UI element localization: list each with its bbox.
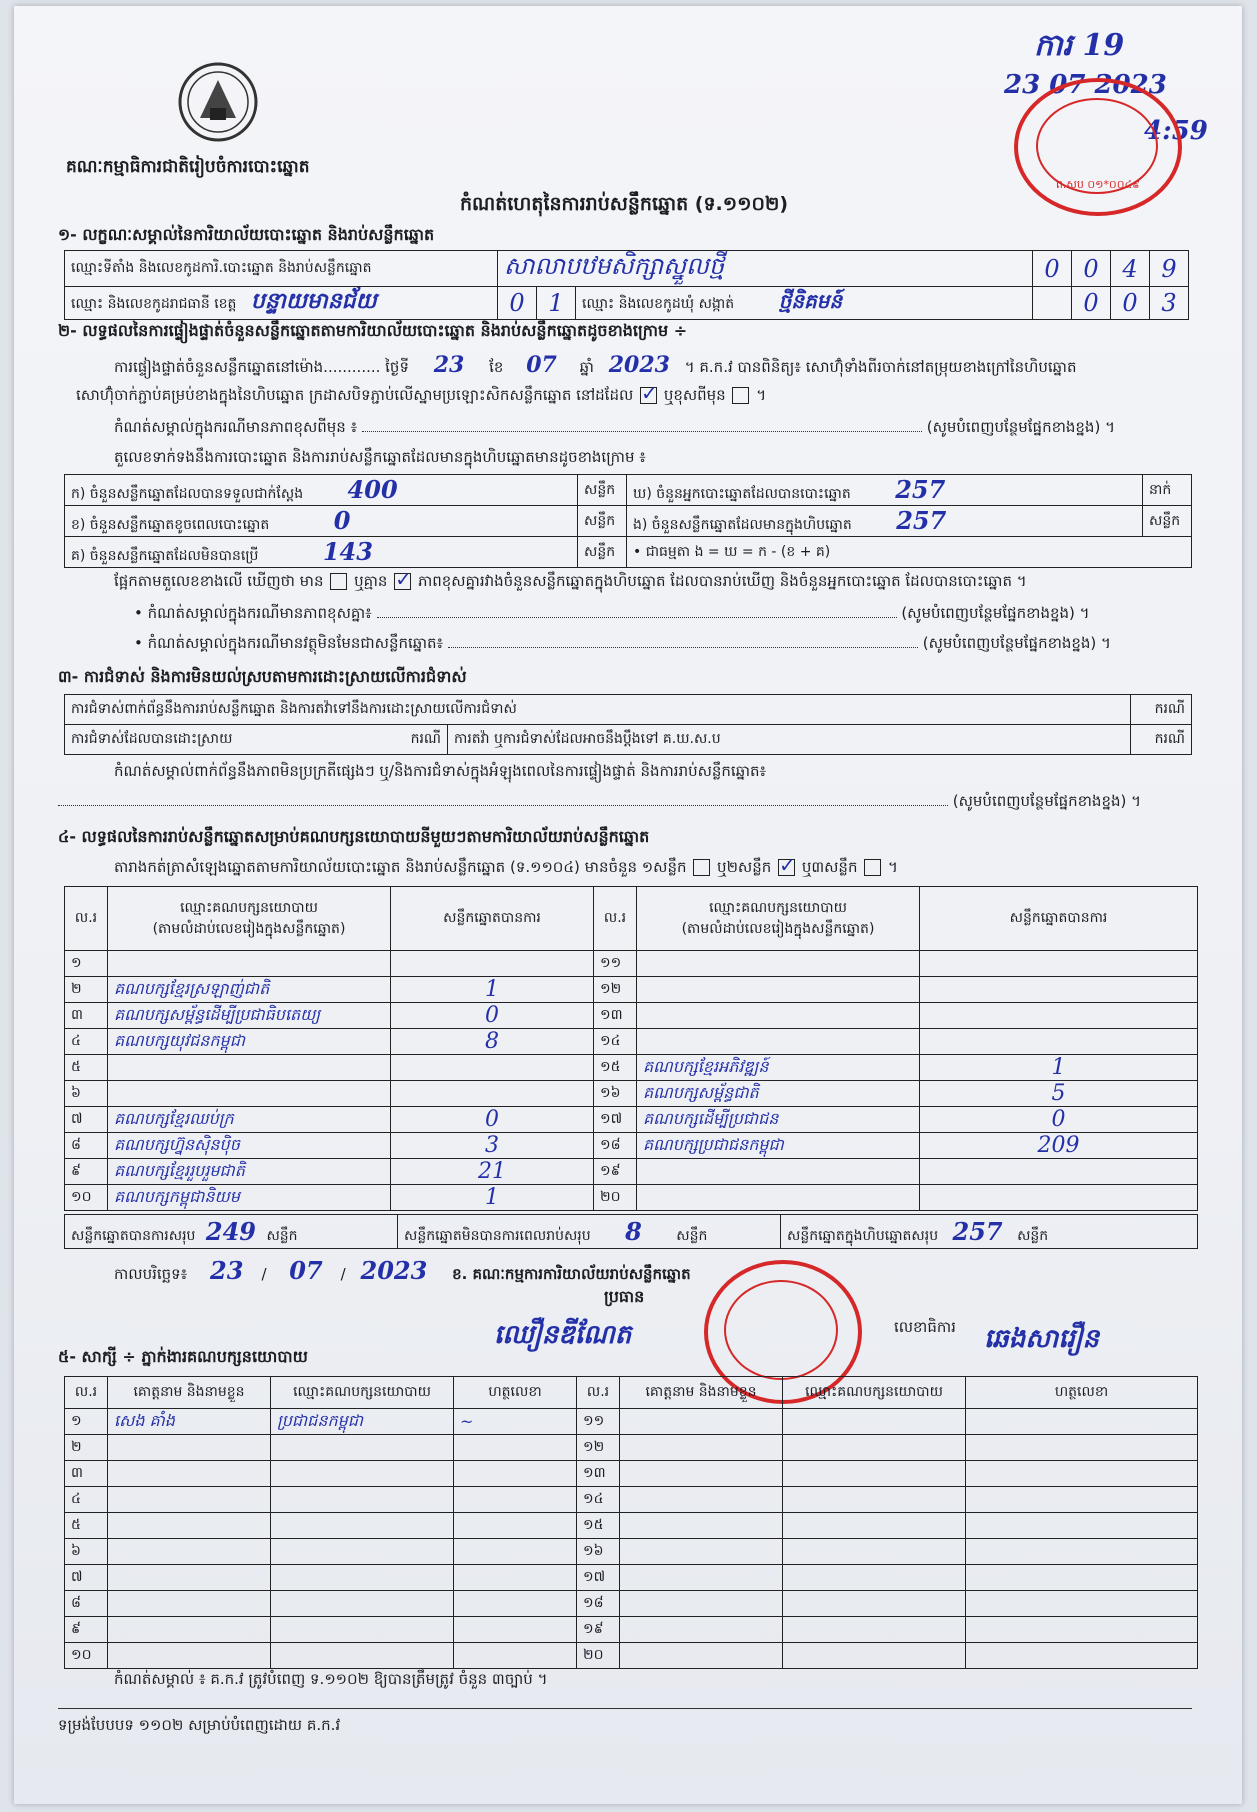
witness-no: ១៨ — [577, 1591, 620, 1617]
party-name: គណបក្សយុវជនកម្ពុជា — [108, 1029, 391, 1055]
party-name — [637, 1029, 920, 1055]
bullet-foreign-object-note: • កំណត់សម្គាល់ក្នុងករណីមានវត្ថុមិនមែនជាសន្លឹកឆ្នោត៖ (សូមបំពេញបន្ថែមផ្នែកខាងខ្នង) ។ — [134, 634, 1111, 652]
irregularity-note: កំណត់សម្គាល់ពាក់ព័ន្ធនឹងភាពមិនប្រក្រតីផ្សេងៗ ឬ/និងការជំទាស់ក្នុងអំឡុងពេលនៃការផ្ទៀងផ្ទាត់ និងការរាប់សន្លឹកឆ្នោត៖ — [114, 762, 767, 780]
results-totals: សន្លឹកឆ្នោតបានការសរុប 249 សន្លឹក សន្លឹកឆ្នោតមិនបានការពេលរាប់សរុប 8 សន្លឹក សន្លឹកឆ្នោតក្នុងហិបឆ្នោតសរុប 257 សន្លឹក — [64, 1214, 1198, 1249]
result-no: ៣ — [65, 1003, 108, 1029]
witness-signature — [966, 1617, 1198, 1643]
section4-heading: ៤- លទ្ធផលនៃការរាប់សន្លឹកឆ្នោតសម្រាប់គណបក្សនយោបាយនីមួយៗតាមការិយាល័យរាប់សន្លឹកឆ្នោត — [58, 827, 650, 846]
objection-table: ការជំទាស់ពាក់ព័ន្ធនឹងការរាប់សន្លឹកឆ្នោត និងការតវ៉ាទៅនឹងការដោះស្រាយលើការជំទាស់ ករណី ការជំទាស់ដែលបានដោះស្រាយ ករណី ការតវ៉ា ឬការជំទាស់ដែលអាចនឹងប្តឹងទៅ គ.ឃ.ស.ប ករណី — [64, 694, 1192, 755]
one-sheet-checkbox[interactable] — [693, 859, 710, 876]
party-name: គណបក្សប្រជាជនកម្ពុជា — [637, 1133, 920, 1159]
witness-signature — [966, 1565, 1198, 1591]
party-votes — [920, 951, 1198, 977]
witness-no: ២០ — [577, 1643, 620, 1669]
footnote: កំណត់សម្គាល់ ៖ គ.ក.វ ត្រូវបំពេញ ទ.១១០២ ឱ្យបានត្រឹមត្រូវ ចំនួន ៣ច្បាប់ ។ — [114, 1670, 548, 1688]
witness-name — [108, 1591, 271, 1617]
result-no: ៦ — [65, 1081, 108, 1107]
party-votes: 1 — [391, 977, 594, 1003]
witness-party — [271, 1539, 454, 1565]
objection-appeal-label: ការតវ៉ា ឬការជំទាស់ដែលអាចនឹងប្តឹងទៅ គ.ឃ.ស.ប — [448, 725, 1131, 755]
witness-signature: ~ — [454, 1409, 577, 1435]
party-name: គណបក្សកម្ពុជានិយម — [108, 1185, 391, 1211]
section1-table — [64, 250, 1189, 320]
witness-signature — [966, 1643, 1198, 1669]
no-difference-checkbox[interactable] — [394, 573, 411, 590]
nec-emblem-icon — [166, 60, 270, 144]
witness-no: ១២ — [577, 1435, 620, 1461]
objection-row-1: ការជំទាស់ពាក់ព័ន្ធនឹងការរាប់សន្លឹកឆ្នោត និងការតវ៉ាទៅនឹងការដោះស្រាយលើការជំទាស់ — [65, 695, 1131, 725]
party-name — [108, 1055, 391, 1081]
witness-party — [783, 1617, 966, 1643]
total-box-value: 257 — [952, 1216, 1003, 1246]
witness-no: ១៥ — [577, 1513, 620, 1539]
section5-heading: ៥- សាក្សី ÷ ភ្នាក់ងារគណបក្សនយោបាយ — [58, 1347, 308, 1366]
witness-no: ១៧ — [577, 1565, 620, 1591]
party-votes: 3 — [391, 1133, 594, 1159]
irregularity-note-line: (សូមបំពេញបន្ថែមផ្នែកខាងខ្នង) ។ — [58, 792, 1192, 814]
location-code-3: 4 — [1111, 251, 1150, 287]
witness-no: ១១ — [577, 1409, 620, 1435]
witness-party — [271, 1643, 454, 1669]
ballot-count-table: ក) ចំនួនសន្លឹកឆ្នោតដែលបានទទួលជាក់ស្តែង 400 សន្លឹក ឃ) ចំនួនអ្នកបោះឆ្នោតដែលបានបោះឆ្នោត 257 នាក់ ខ) ចំនួនសន្លឹកឆ្នោតខូចពេលបោះឆ្នោត 0 សន្លឹក ង) ចំនួនសន្លឹកឆ្នោតដែលមានក្នុងហិបឆ្នោត 257 សន្លឹក គ) ចំនួនសន្លឹកឆ្នោតដែលមិនបានប្រើ 143 សន្លឹក • ជាធម្មតា ង = ឃ = ក - (ខ + គ) — [64, 474, 1192, 568]
party-votes: 5 — [920, 1081, 1198, 1107]
witness-party — [271, 1487, 454, 1513]
witness-row — [65, 1643, 1198, 1669]
results-row — [65, 1159, 1198, 1185]
result-no: ១០ — [65, 1185, 108, 1211]
witness-name — [108, 1435, 271, 1461]
result-no: ៩ — [65, 1159, 108, 1185]
witness-name — [108, 1617, 271, 1643]
party-votes: 8 — [391, 1029, 594, 1055]
ballots-in-box-label: ង) ចំនួនសន្លឹកឆ្នោតដែលមានក្នុងហិបឆ្នោត — [633, 517, 852, 533]
voters-voted-value: 257 — [895, 475, 946, 504]
party-name: គណបក្សខ្មែរស្រឡាញ់ជាតិ — [108, 977, 391, 1003]
handwritten-note: ការ 19 — [1034, 28, 1125, 63]
party-name: គណបក្សខ្មែរឈប់ក្រ — [108, 1107, 391, 1133]
witness-no: ៩ — [65, 1617, 108, 1643]
witness-party — [783, 1643, 966, 1669]
witness-party — [783, 1435, 966, 1461]
section1-heading: ១- លក្ខណៈសម្គាល់នៃការិយាល័យបោះឆ្នោត និងរាប់សន្លឹកឆ្នោត — [58, 225, 435, 244]
sign-day: 23 — [210, 1256, 244, 1285]
witness-no: ១៩ — [577, 1617, 620, 1643]
witness-party — [783, 1409, 966, 1435]
party-votes: 21 — [391, 1159, 594, 1185]
witness-name — [108, 1461, 271, 1487]
witness-party — [783, 1565, 966, 1591]
spoiled-ballots-label: ខ) ចំនួនសន្លឹកឆ្នោតខូចពេលបោះឆ្នោត — [71, 517, 270, 533]
witness-party — [783, 1513, 966, 1539]
witness-signature — [454, 1617, 577, 1643]
result-no: ១១ — [594, 951, 637, 977]
form-title: កំណត់ហេតុនៃការរាប់សន្លឹកឆ្នោត (ទ.១១០២) — [459, 193, 789, 215]
commune-code-1: 0 — [1072, 287, 1111, 320]
official-stamp-top: ព.សប ០១*០០៤៩ — [1014, 78, 1182, 216]
witness-row — [65, 1539, 1198, 1565]
witness-no: ៨ — [65, 1591, 108, 1617]
ballots-in-box-value: 257 — [896, 506, 947, 535]
result-no: ១២ — [594, 977, 637, 1003]
verify-year: 2023 — [608, 352, 670, 378]
results-row — [65, 1133, 1198, 1159]
verification-line-1: ការផ្ទៀងផ្ទាត់ចំនួនសន្លឹកឆ្នោតនៅម៉ោង............ ថ្ងៃទី 23 ខែ 07 ឆ្នាំ 2023 ។ គ.ក.វ បានពិនិត្យ៖ សោហ៊ុំទាំងពីរចាក់នៅតម្រុយខាងក្រៅនៃហិបឆ្នោត — [114, 352, 1077, 378]
witness-no: ១៣ — [577, 1461, 620, 1487]
party-name — [637, 951, 920, 977]
location-name: សាលាបឋមសិក្សាស្នួលថ្មី — [498, 251, 1033, 287]
party-votes — [391, 951, 594, 977]
witness-name — [620, 1409, 783, 1435]
witness-row — [65, 1617, 1198, 1643]
party-votes — [920, 1029, 1198, 1055]
witness-signature — [454, 1487, 577, 1513]
secretary-label: លេខាធិការ — [894, 1318, 956, 1336]
location-code-1: 0 — [1033, 251, 1072, 287]
form-page — [14, 6, 1242, 1804]
result-no: ៥ — [65, 1055, 108, 1081]
commune-label: ឈ្មោះ និងលេខកូដឃុំ សង្កាត់ — [582, 296, 735, 312]
witness-row — [65, 1487, 1198, 1513]
ballots-received-label: ក) ចំនួនសន្លឹកឆ្នោតដែលបានទទួលជាក់ស្តែង — [71, 486, 304, 502]
results-row — [65, 977, 1198, 1003]
witness-name — [108, 1513, 271, 1539]
witness-row — [65, 1513, 1198, 1539]
witness-party — [271, 1565, 454, 1591]
unused-ballots-label: គ) ចំនួនសន្លឹកឆ្នោតដែលមិនបានប្រើ — [71, 548, 259, 564]
result-no: ១៨ — [594, 1133, 637, 1159]
sign-month: 07 — [289, 1256, 323, 1285]
party-votes: 209 — [920, 1133, 1198, 1159]
witness-signature — [454, 1435, 577, 1461]
party-name: គណបក្សហ្វ៊ុនស៊ិនប៉ិច — [108, 1133, 391, 1159]
party-votes — [391, 1081, 594, 1107]
witness-signature — [454, 1539, 577, 1565]
tally-sheet-count: តារាងកត់ត្រាសំឡេងឆ្នោតតាមការិយាល័យបោះឆ្នោត និងរាប់សន្លឹកឆ្នោត (ទ.១១០៤) មានចំនួន ១សន្លឹក ឬ២សន្លឹក ✓ ឬ៣សន្លឹក ។ — [114, 858, 898, 880]
commune-name: ថ្មីនិគមន៍ — [778, 289, 843, 313]
witness-row — [65, 1461, 1198, 1487]
witness-no: ១៤ — [577, 1487, 620, 1513]
witness-row — [65, 1565, 1198, 1591]
result-no: ១៥ — [594, 1055, 637, 1081]
witness-no: ៣ — [65, 1461, 108, 1487]
witness-signature — [966, 1461, 1198, 1487]
witness-no: ៤ — [65, 1487, 108, 1513]
party-votes: 0 — [920, 1107, 1198, 1133]
commune-code-2: 0 — [1111, 287, 1150, 320]
party-name — [108, 1081, 391, 1107]
result-no: ១៦ — [594, 1081, 637, 1107]
witness-signature — [966, 1539, 1198, 1565]
witness-party — [783, 1461, 966, 1487]
witness-party — [271, 1617, 454, 1643]
results-row — [65, 951, 1198, 977]
witness-party: ប្រជាជនកម្ពុជា — [271, 1409, 454, 1435]
witness-party — [271, 1513, 454, 1539]
chair-label: ប្រធាន — [604, 1287, 645, 1306]
witness-name — [620, 1643, 783, 1669]
witness-no: ៥ — [65, 1513, 108, 1539]
org-name: គណៈកម្មាធិការជាតិរៀបចំការបោះឆ្នោត — [66, 157, 310, 177]
witness-name — [620, 1591, 783, 1617]
difference-note-line: កំណត់សម្គាល់ក្នុងករណីមានភាពខុសពីមុន ៖ (សូមបំពេញបន្ថែមផ្នែកខាងខ្នង) ។ — [114, 418, 1115, 436]
commune-code-3: 3 — [1150, 287, 1189, 320]
witness-signature — [966, 1487, 1198, 1513]
party-name: គណបក្សខ្មែរអភិវឌ្ឍន៍ — [637, 1055, 920, 1081]
unused-ballots-value: 143 — [322, 537, 373, 566]
two-sheet-checkbox[interactable] — [778, 859, 795, 876]
witness-party — [271, 1435, 454, 1461]
province-name: បន្ទាយមានជ័យ — [250, 288, 377, 314]
signing-date: កាលបរិច្ឆេទ៖ 23 / 07 / 2023 ខ. គណៈកម្មការការិយាល័យរាប់សន្លឹកឆ្នោត — [114, 1256, 691, 1285]
result-no: ៧ — [65, 1107, 108, 1133]
witness-signature — [454, 1565, 577, 1591]
witness-name — [620, 1513, 783, 1539]
result-no: ១៩ — [594, 1159, 637, 1185]
party-name: គណបក្សខ្មែររួបរួមជាតិ — [108, 1159, 391, 1185]
different-checkbox[interactable] — [732, 387, 749, 404]
party-votes: 0 — [391, 1107, 594, 1133]
witness-signature — [966, 1513, 1198, 1539]
section2-heading: ២- លទ្ធផលនៃការផ្ទៀងផ្ទាត់ចំនួនសន្លឹកឆ្នោតតាមការិយាល័យបោះឆ្នោត និងរាប់សន្លឹកឆ្នោតដូចខាងក្រោម ÷ — [58, 321, 688, 340]
party-results-table: ល.រ ឈ្មោះគណបក្សនយោបាយ (តាមលំដាប់លេខរៀងក្នុងសន្លឹកឆ្នោត) សន្លឹកឆ្នោតបានការ ល.រ ឈ្មោះគណបក្សនយោបាយ (តាមលំដាប់លេខរៀងក្នុងសន្លឹកឆ្នោត) សន្លឹកឆ្នោតបានការ ១ ១១ ២ គណបក្សខ្មែរស្រឡាញ់ជាតិ 1 ១២ ៣ គណបក្សសម្ព័ន្ធដើម្បីប្រជាធិបតេយ្យ 0 ១៣ ៤ គណបក្សយុវជនកម្ពុជា 8 ១៤ ៥ ១៥ គណបក្សខ្មែរអភិវឌ្ឍន៍ 1 ៦ ១៦ គណបក្សសម្ព័ន្ធជាតិ 5 ៧ គណបក្សខ្មែរឈប់ក្រ 0 ១៧ គណបក្សដើម្បីប្រជាជន 0 ៨ គណបក្សហ្វ៊ុនស៊ិនប៉ិច 3 ១៨ គណបក្សប្រជាជនកម្ពុជា 209 ៩ គណបក្សខ្មែររួបរួមជាតិ 21 ១៩ ១០ គណបក្សកម្ពុជានិយម 1 ២០ — [64, 886, 1198, 1211]
result-no: ៨ — [65, 1133, 108, 1159]
witness-name — [108, 1643, 271, 1669]
witness-name — [108, 1539, 271, 1565]
handwritten-time-top: 4:59 — [1144, 116, 1208, 146]
witness-no: ២ — [65, 1435, 108, 1461]
results-row — [65, 1055, 1198, 1081]
party-name: គណបក្សសម្ព័ន្ធដើម្បីប្រជាធិបតេយ្យ — [108, 1003, 391, 1029]
results-row — [65, 1029, 1198, 1055]
witness-signature — [966, 1409, 1198, 1435]
location-label: ឈ្មោះទីតាំង និងលេខកូដការិ.បោះឆ្នោត និងរាប់សន្លឹកឆ្នោត — [65, 251, 498, 287]
party-name — [108, 951, 391, 977]
witness-signature — [966, 1435, 1198, 1461]
results-row — [65, 1003, 1198, 1029]
location-code-2: 0 — [1072, 251, 1111, 287]
difference-statement: ផ្អែកតាមតួលេខខាងលើ ឃើញថា មាន ឬគ្មាន ✓ ភាពខុសគ្នារវាងចំនួនសន្លឹកឆ្នោតក្នុងហិបឆ្នោត ដែលបានរាប់ឃើញ និងចំនួនអ្នកបោះឆ្នោត ដែលបានបោះឆ្នោត ។ — [114, 572, 1027, 594]
party-votes — [920, 1003, 1198, 1029]
results-row — [65, 1081, 1198, 1107]
voters-voted-label: ឃ) ចំនួនអ្នកបោះឆ្នោតដែលបានបោះឆ្នោត — [633, 486, 851, 502]
total-valid-value: 249 — [205, 1216, 256, 1246]
witness-name — [108, 1565, 271, 1591]
party-votes: 1 — [391, 1185, 594, 1211]
results-row — [65, 1185, 1198, 1211]
formula-text: • ជាធម្មតា ង = ឃ = ក - (ខ + គ) — [627, 537, 1192, 568]
result-no: ១៤ — [594, 1029, 637, 1055]
chair-signature: ឈឿនឌីណែត — [494, 1320, 632, 1350]
witness-signature — [454, 1461, 577, 1487]
province-label: ឈ្មោះ និងលេខកូដរាជធានី ខេត្ត — [71, 296, 237, 312]
total-invalid-value: 8 — [625, 1216, 642, 1246]
party-votes — [920, 1185, 1198, 1211]
witness-signature — [454, 1513, 577, 1539]
results-row — [65, 1107, 1198, 1133]
party-name — [637, 1159, 920, 1185]
witness-no: ១៦ — [577, 1539, 620, 1565]
party-votes — [391, 1055, 594, 1081]
party-name: គណបក្សដើម្បីប្រជាជន — [637, 1107, 920, 1133]
witness-no: ១ — [65, 1409, 108, 1435]
witness-name — [620, 1617, 783, 1643]
witness-party — [783, 1539, 966, 1565]
witness-signature — [966, 1591, 1198, 1617]
sign-year: 2023 — [360, 1256, 428, 1285]
witness-party — [271, 1461, 454, 1487]
result-no: ១៧ — [594, 1107, 637, 1133]
verify-day: 23 — [433, 352, 465, 378]
witness-table: ល.រ គោត្តនាម និងនាមខ្លួន ឈ្មោះគណបក្សនយោបាយ ហត្ថលេខា ល.រ គោត្តនាម និងនាមខ្លួន ឈ្មោះគណបក្សនយោបាយ ហត្ថលេខា ១ សេង គាំង ប្រជាជនកម្ពុជា ~ ១១ ២ ១២ ៣ ១៣ ៤ ១៤ ៥ ១៥ ៦ ១៦ ៧ ១៧ ៨ ១៨ ៩ ១៩ ១០ ២០ — [64, 1376, 1198, 1669]
witness-name — [620, 1487, 783, 1513]
witness-row — [65, 1409, 1198, 1435]
result-no: ២ — [65, 977, 108, 1003]
result-no: ២០ — [594, 1185, 637, 1211]
province-code-2: 1 — [537, 287, 576, 320]
result-no: ១ — [65, 951, 108, 977]
result-no: ៤ — [65, 1029, 108, 1055]
handwritten-date-top: 23 07 2023 — [1004, 70, 1167, 100]
result-no: ១៣ — [594, 1003, 637, 1029]
witness-no: ៦ — [65, 1539, 108, 1565]
witness-row — [65, 1435, 1198, 1461]
witness-no: ៧ — [65, 1565, 108, 1591]
party-votes — [920, 977, 1198, 1003]
witness-name — [620, 1461, 783, 1487]
witness-name — [620, 1435, 783, 1461]
witness-name — [620, 1565, 783, 1591]
witness-name — [108, 1487, 271, 1513]
witness-row — [65, 1591, 1198, 1617]
witness-no: ១០ — [65, 1643, 108, 1669]
party-name — [637, 977, 920, 1003]
form-footer: ទម្រង់បែបបទ ១១០២ សម្រាប់បំពេញដោយ គ.ក.វ — [58, 1716, 341, 1734]
section3-heading: ៣- ការជំទាស់ និងការមិនយល់ស្របតាមការដោះស្រាយលើការជំទាស់ — [58, 667, 467, 686]
province-code-1: 0 — [498, 287, 537, 320]
witness-name: សេង គាំង — [108, 1409, 271, 1435]
witness-party — [783, 1591, 966, 1617]
witness-party — [271, 1591, 454, 1617]
party-votes: 1 — [920, 1055, 1198, 1081]
witness-name — [620, 1539, 783, 1565]
three-sheet-checkbox[interactable] — [864, 859, 881, 876]
table-intro: តួលេខទាក់ទងនឹងការបោះឆ្នោត និងការរាប់សន្លឹកឆ្នោតដែលមានក្នុងហិបឆ្នោតមានដូចខាងក្រោម ៖ — [114, 448, 646, 466]
location-code-4: 9 — [1150, 251, 1189, 287]
verification-line-2: សោហ៊ុំចាក់ភ្ជាប់គម្រប់ខាងក្នុងនៃហិបឆ្នោត ក្រដាសបិទភ្ជាប់លើស្នាមប្រឡោះសិកសន្លឹកឆ្នោត នៅដដែល ✓ ឬខុសពីមុន ។ — [76, 386, 766, 408]
party-votes: 0 — [391, 1003, 594, 1029]
party-name — [637, 1003, 920, 1029]
party-name: គណបក្សសម្ព័ន្ធជាតិ — [637, 1081, 920, 1107]
same-checkbox[interactable] — [640, 387, 657, 404]
verify-month: 07 — [526, 352, 557, 378]
party-votes — [920, 1159, 1198, 1185]
ballots-received-value: 400 — [347, 475, 398, 504]
witness-signature — [454, 1643, 577, 1669]
spoiled-ballots-value: 0 — [333, 506, 351, 535]
objection-resolved-label: ការជំទាស់ដែលបានដោះស្រាយ — [71, 731, 233, 747]
witness-party — [783, 1487, 966, 1513]
party-name — [637, 1185, 920, 1211]
bullet-difference-note: • កំណត់សម្គាល់ក្នុងករណីមានភាពខុសគ្នា៖ (សូមបំពេញបន្ថែមផ្នែកខាងខ្នង) ។ — [134, 604, 1090, 622]
secretary-signature: ឆេងសារឿន — [984, 1324, 1100, 1354]
witness-signature — [454, 1591, 577, 1617]
has-difference-checkbox[interactable] — [330, 573, 347, 590]
